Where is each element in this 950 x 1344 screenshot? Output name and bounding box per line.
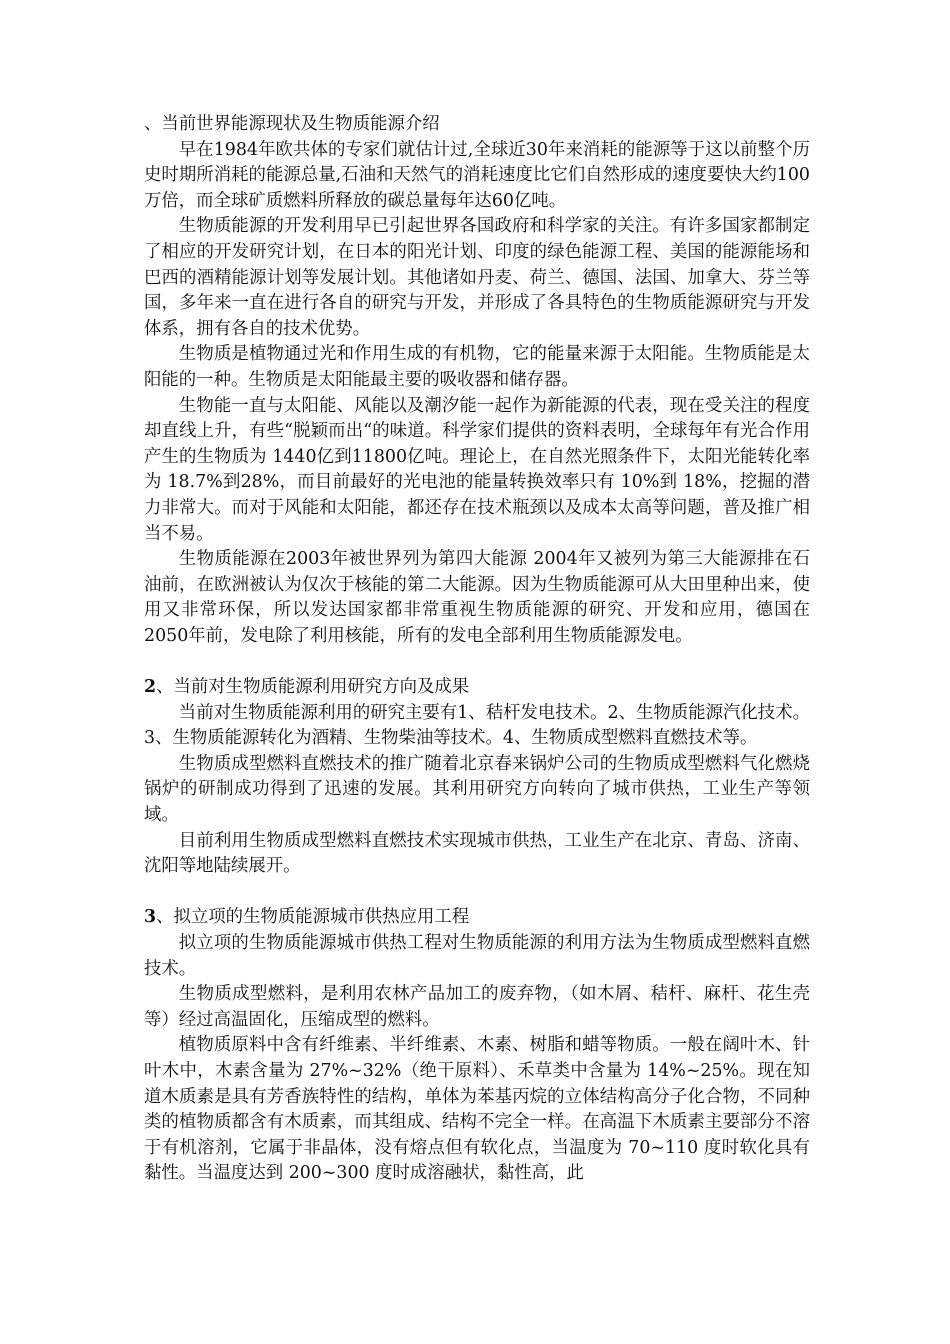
section-spacer [144,880,810,906]
section-2-paragraph-2: 生物质成型燃料直燃技术的推广随着北京春来锅炉公司的生物质成型燃料气化燃烧锅炉的研制成功得到了迅速的发展。其利用研究方向转向了城市供热，工业生产等领域。 [144,753,810,826]
document-page [144,112,810,1187]
section-3-title: 、拟立项的生物质能源城市供热应用工程 [156,907,470,928]
section-spacer [144,649,810,675]
section-1-paragraph-3: 生物质是植物通过光和作用生成的有机物，它的能量来源于太阳能。生物质能是太阳能的一种。生物质是太阳能最主要的吸收器和储存器。 [144,344,810,390]
section-3-number: 3 [144,907,157,928]
section-3-paragraph-1: 拟立项的生物质能源城市供热工程对生物质能源的利用方法为生物质成型燃料直燃技术。 [144,933,810,979]
section-1-paragraph-2: 生物质能源的开发利用早已引起世界各国政府和科学家的关注。有许多国家都制定了相应的开发研究计划，在日本的阳光计划、印度的绿色能源工程、美国的能源能场和巴西的酒精能源计划等发展计划。其他诸如丹麦、荷兰、德国、法国、加拿大、芬兰等国，多年来一直在进行各自的研究与开发，并形成了各具特色的生物质能源研究与开发体系，拥有各自的技术优势。 [144,216,810,339]
section-2-number: 2 [144,677,157,698]
section-2-heading [144,675,810,701]
section-1-paragraph-4: 生物能一直与太阳能、风能以及潮汐能一起作为新能源的代表，现在受关注的程度却直线上升，有些“脱颖而出“的味道。科学家们提供的资料表明，全球每年有光合作用产生的生物质为 1440亿到11800亿吨。理论上，在自然光照条件下，太阳光能转化率为 18.7%到28%，而目前最好的光电池的能量转换效率只有 10%到 18%，挖掘的潜力非常大。而对于风能和太阳能，都还存在技术瓶颈以及成本太高等问题，普及推广相当不易。 [144,395,810,544]
section-2-paragraph-1: 当前对生物质能源利用的研究主要有1、秸杆发电技术。2、生物质能源汽化技术。3、生物质能源转化为酒精、生物柴油等技术。4、生物质成型燃料直燃技术等。 [144,702,810,749]
section-1-paragraph-5: 生物质能源在2003年被世界列为第四大能源 2004年又被列为第三大能源排在石油前，在欧洲被认为仅次于核能的第二大能源。因为生物质能源可从大田里种出来，使用又非常环保，所以发达国家都非常重视生物质能源的研究、开发和应用，德国在2050年前，发电除了利用核能，所有的发电全部利用生物质能源发电。 [144,549,810,646]
section-1-paragraph-1: 早在1984年欧共体的专家们就估计过,全球近30年来消耗的能源等于这以前整个历史时期所消耗的能源总量,石油和天然气的消耗速度比它们自然形成的速度要快大约100万倍，而全球矿质燃料所释放的碳总量每年达60亿吨。 [144,139,810,211]
section-2-paragraph-3: 目前利用生物质成型燃料直燃技术实现城市供热，工业生产在北京、青岛、济南、沈阳等地陆续展开。 [144,830,810,877]
section-3-paragraph-2: 生物质成型燃料，是利用农林产品加工的废弃物，（如木屑、秸杆、麻杆、花生壳等）经过高温固化，压缩成型的燃料。 [144,984,810,1030]
section-1-heading: 、当前世界能源现状及生物质能源介绍 [144,114,440,134]
section-2-title: 、当前对生物质能源利用研究方向及成果 [156,677,470,698]
section-3-paragraph-3: 植物质原料中含有纤维素、半纤维素、木素、树脂和蜡等物质。一般在阔叶木、针叶木中，木素含量为 27%~32%（绝干原料）、禾草类中含量为 14%~25%。现在知道木质素是具有芳香族特性的结构，单体为苯基丙烷的立体结构高分子化合物，不同种类的植物质都含有木质素，而其组成、结构不完全一样。在高温下木质素主要部分不溶于有机溶剂，它属于非晶体，没有熔点但有软化点，当温度为 70~110 度时软化具有黏性。当温度达到 200~300 度时成溶融状，黏性高，此 [144,1035,810,1184]
section-3-heading [144,905,810,931]
